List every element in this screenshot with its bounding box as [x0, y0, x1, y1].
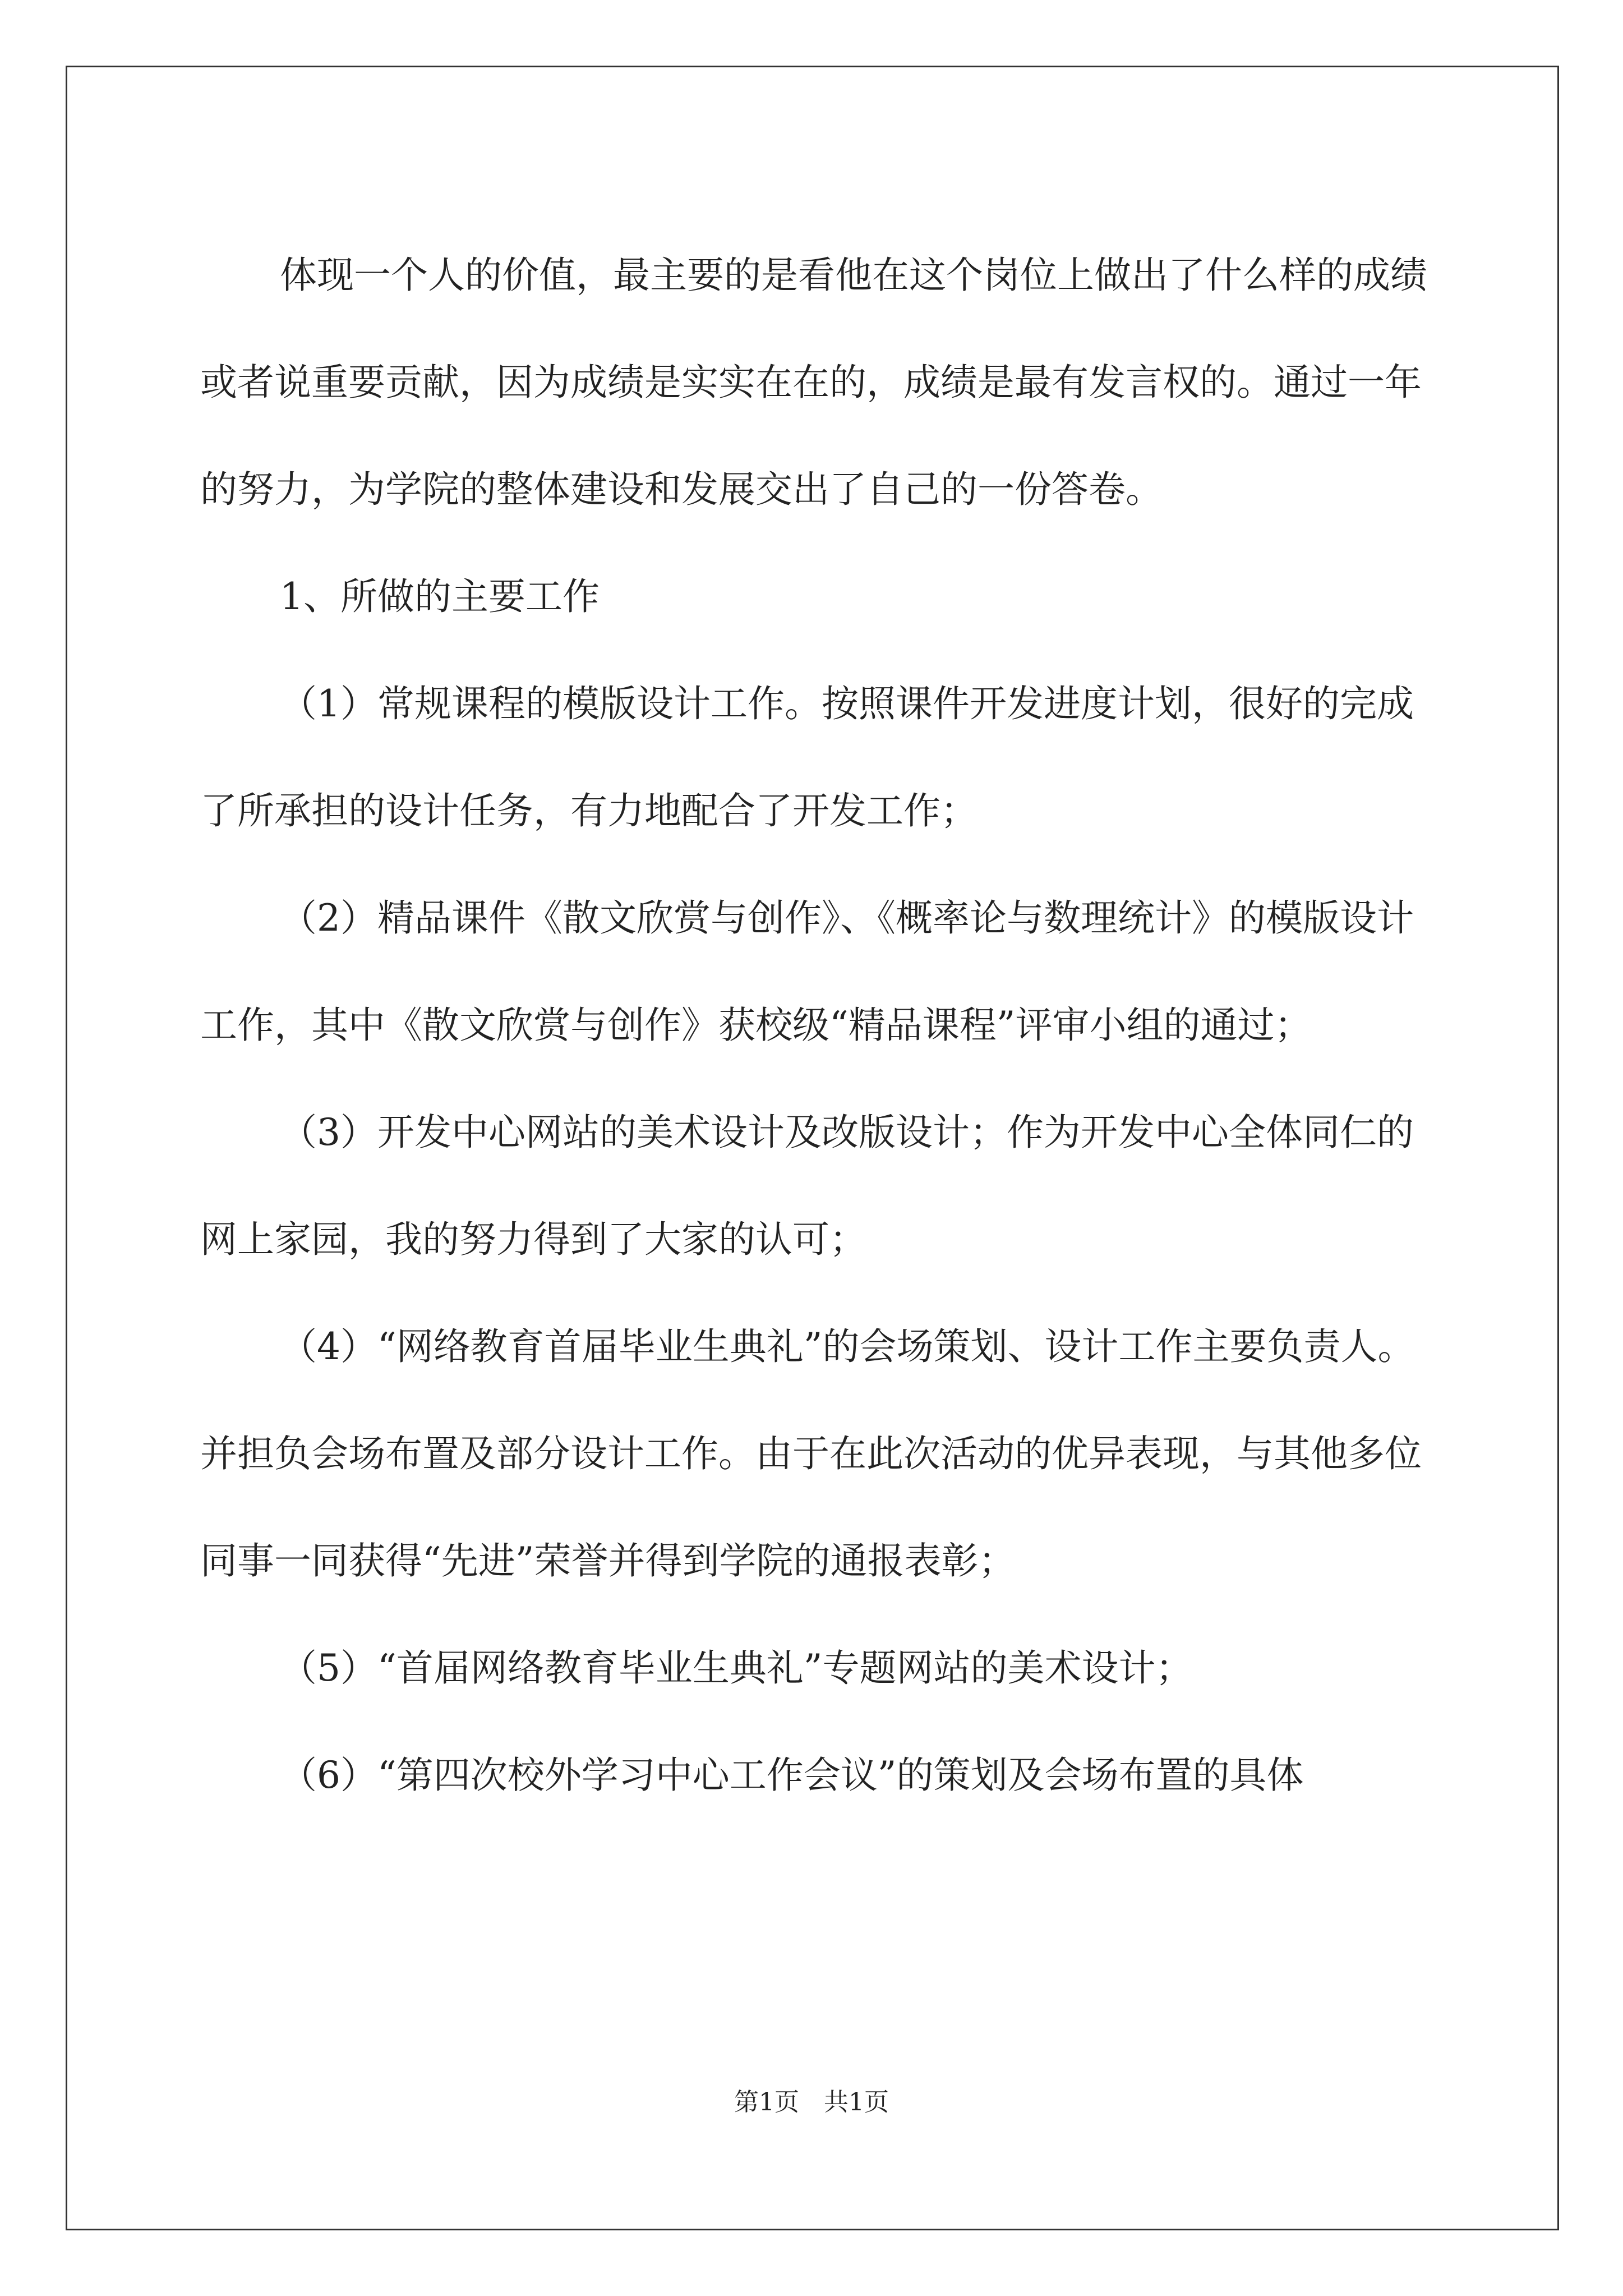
list-item-6: （6）“第四次校外学习中心工作会议”的策划及会场布置的具体 — [280, 1754, 1304, 1797]
document-body — [200, 222, 1434, 1829]
list-item-2: （2）精品课件《散文欣赏与创作》、《概率论与数理统计》的模版设计工作，其中《散文欣赏与创作》获校级“精品课程”评审小组的通过； — [200, 896, 1414, 1047]
page-footer: 第1页 共1页 — [734, 2088, 889, 2116]
list-item-5: （5）“首届网络教育毕业生典礼”专题网站的美术设计； — [280, 1646, 1193, 1690]
paragraph-intro: 体现一个人的价值，最主要的是看他在这个岗位上做出了什么样的成绩或者说重要贡献，因为成绩是实实在在的，成绩是最有发言权的。通过一年的努力，为学院的整体建设和发展交出了自己的一份答卷。 — [200, 254, 1427, 511]
list-item-1: （1）常规课程的模版设计工作。按照课件开发进度计划，很好的完成了所承担的设计任务，有力地配合了开发工作； — [200, 682, 1414, 832]
list-item-4: （4）“网络教育首届毕业生典礼”的会场策划、设计工作主要负责人。并担负会场布置及部分设计工作。由于在此次活动的优异表现，与其他多位同事一同获得“先进”荣誉并得到学院的通报表彰； — [200, 1325, 1422, 1582]
section-heading: 1、所做的主要工作 — [280, 575, 600, 618]
list-item-3: （3）开发中心网站的美术设计及改版设计；作为开发中心全体同仁的网上家园，我的努力得到了大家的认可； — [200, 1111, 1414, 1261]
